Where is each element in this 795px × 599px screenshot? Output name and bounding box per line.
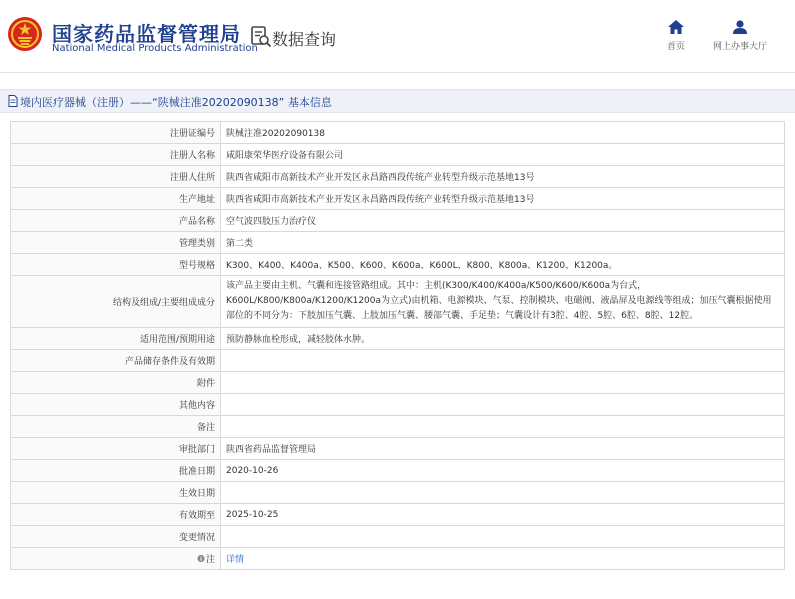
field-value: 陕西省药品监督管理局	[221, 438, 785, 460]
field-value: 空气波四肢压力治疗仪	[221, 210, 785, 232]
details-link[interactable]: 详情	[226, 555, 245, 565]
field-label: 生产地址	[11, 188, 221, 210]
field-value-cell	[221, 548, 785, 570]
home-icon	[668, 20, 684, 34]
table-row	[11, 166, 785, 188]
field-label: 生效日期	[11, 482, 221, 504]
field-label: 变更情况	[11, 526, 221, 548]
table-row	[11, 394, 785, 416]
field-value	[221, 416, 785, 438]
field-value: 该产品主要由主机、气囊和连接管路组成。其中：主机(K300/K400/K400a/K500/K600/K600a为台式，K600L/K800/K800a/K1200/K1200a为立式)由机箱、电源模块、气泵、控制模块、电磁阀、液晶屏及电源线等组成；加压气囊根据使用部位的不同分为：下肢加压气囊、上肢加压气囊、腰部气囊、手足垫；气囊设计有3腔、4腔、5腔、6腔、8腔、12腔。	[221, 276, 785, 328]
document-icon	[8, 95, 18, 107]
field-label: 产品名称	[11, 210, 221, 232]
field-value: 第二类	[221, 232, 785, 254]
table-row	[11, 416, 785, 438]
field-label: 有效期至	[11, 504, 221, 526]
table-row	[11, 144, 785, 166]
table-row	[11, 254, 785, 276]
field-label: 批准日期	[11, 460, 221, 482]
table-row	[11, 482, 785, 504]
table-row	[11, 210, 785, 232]
breadcrumb-text: 境内医疗器械（注册）——“陕械注准20202090138” 基本信息	[20, 96, 332, 109]
info-icon	[197, 554, 205, 563]
field-label: 管理类别	[11, 232, 221, 254]
field-label: 产品储存条件及有效期	[11, 350, 221, 372]
table-row	[11, 548, 785, 570]
data-query-icon	[250, 25, 272, 49]
data-query-label[interactable]: 数据查询	[272, 30, 337, 49]
table-row	[11, 188, 785, 210]
national-emblem-icon	[7, 16, 43, 52]
field-label: 型号规格	[11, 254, 221, 276]
field-label: 备注	[11, 416, 221, 438]
table-row	[11, 232, 785, 254]
registration-detail-table	[10, 121, 785, 570]
table-row	[11, 350, 785, 372]
field-label: 附件	[11, 372, 221, 394]
site-title: 国家药品监督管理局	[52, 22, 241, 46]
table-row	[11, 328, 785, 350]
field-value	[221, 394, 785, 416]
field-value: K300、K400、K400a、K500、K600、K600a、K600L、K800、K800a、K1200、K1200a。	[221, 254, 785, 276]
field-label: 注册人住所	[11, 166, 221, 188]
table-row	[11, 504, 785, 526]
site-header	[0, 0, 795, 73]
field-value: 预防静脉血栓形成，减轻肢体水肿。	[221, 328, 785, 350]
field-value	[221, 350, 785, 372]
table-row	[11, 460, 785, 482]
field-value: 陕西省咸阳市高新技术产业开发区永昌路西段传统产业转型升级示范基地13号	[221, 166, 785, 188]
nav-home-label: 首页	[666, 42, 685, 52]
field-value: 陕械注准20202090138	[221, 122, 785, 144]
table-row	[11, 438, 785, 460]
site-subtitle: National Medical Products Administration	[52, 43, 258, 54]
nav-home[interactable]	[641, 20, 711, 52]
table-row	[11, 372, 785, 394]
field-label: 注	[205, 555, 215, 565]
field-label: 结构及组成/主要组成成分	[11, 276, 221, 328]
field-label: 适用范围/预期用途	[11, 328, 221, 350]
field-label: 审批部门	[11, 438, 221, 460]
field-value	[221, 482, 785, 504]
breadcrumb	[0, 89, 795, 113]
field-label: 注册人名称	[11, 144, 221, 166]
table-row	[11, 276, 785, 328]
nav-online-service-label: 网上办事大厅	[712, 42, 767, 52]
field-value: 咸阳康荣华医疗设备有限公司	[221, 144, 785, 166]
field-value: 陕西省咸阳市高新技术产业开发区永昌路西段传统产业转型升级示范基地13号	[221, 188, 785, 210]
field-value: 2025-10-25	[221, 504, 785, 526]
field-label: 其他内容	[11, 394, 221, 416]
user-icon	[732, 20, 748, 34]
field-label: 注册证编号	[11, 122, 221, 144]
field-value	[221, 372, 785, 394]
nav-online-service[interactable]	[705, 20, 775, 52]
field-value	[221, 526, 785, 548]
field-value: 2020-10-26	[221, 460, 785, 482]
table-row	[11, 526, 785, 548]
note-label-cell	[11, 548, 221, 570]
table-row	[11, 122, 785, 144]
